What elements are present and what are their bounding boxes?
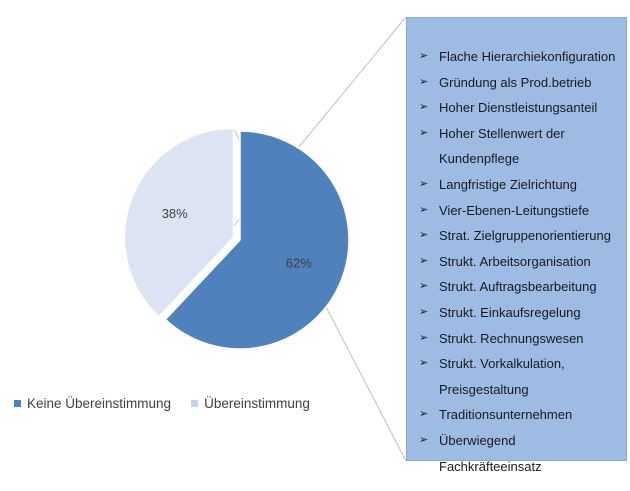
detail-list-item-text: Hoher Stellenwert der Kundenpflege (439, 125, 565, 167)
detail-list-item-text: Strukt. Vorkalkulation, Preisgestaltung (439, 356, 565, 397)
arrow-bullet-icon: ➢ (419, 177, 429, 190)
arrow-bullet-icon: ➢ (419, 126, 429, 139)
detail-list-item-text: Strukt. Einkaufsregelung (439, 304, 581, 320)
detail-list (419, 44, 618, 479)
detail-list-item-text: Langfristige Zielrichtung (439, 176, 578, 192)
detail-list-item (419, 351, 618, 402)
detail-list-item-text: Strat. Zielgruppenorientierung (439, 228, 611, 244)
arrow-bullet-icon: ➢ (419, 305, 429, 318)
arrow-bullet-icon: ➢ (419, 357, 429, 370)
detail-list-item-text: Vier-Ebenen-Leitungstiefe (439, 202, 590, 218)
arrow-bullet-icon: ➢ (419, 408, 429, 421)
detail-list-item (419, 172, 618, 198)
legend-label-keine-uebereinstimmung: Keine Übereinstimmung (27, 396, 172, 411)
detail-list-item-text: Strukt. Arbeitsorganisation (439, 253, 591, 269)
arrow-bullet-icon: ➢ (419, 254, 429, 267)
detail-list-item (419, 249, 618, 275)
detail-list-item (419, 402, 618, 428)
detail-list-item (419, 198, 618, 224)
chart-legend (14, 396, 310, 411)
detail-list-item-text: Überwiegend Fachkräfteeinsatz (439, 432, 542, 474)
detail-list-item (419, 44, 618, 70)
legend-swatch-keine-uebereinstimmung (14, 400, 21, 407)
detail-list-item (419, 326, 618, 352)
arrow-bullet-icon: ➢ (419, 203, 429, 216)
legend-item-keine-uebereinstimmung (14, 396, 171, 411)
detail-box (406, 17, 627, 474)
arrow-bullet-icon: ➢ (419, 229, 429, 242)
detail-list-item-text: Gründung als Prod.betrieb (439, 74, 592, 90)
detail-list-item-text: Flache Hierarchiekonfiguration (439, 49, 616, 64)
detail-list-item-text: Strukt. Auftragsbearbeitung (439, 279, 597, 295)
detail-list-item (419, 70, 618, 96)
detail-list-item (419, 274, 618, 300)
detail-list-item (419, 121, 618, 172)
legend-label-uebereinstimmung: Übereinstimmung (204, 396, 310, 411)
detail-list-item-text: Hoher Dienstleistungsanteil (439, 100, 598, 116)
arrow-bullet-icon: ➢ (419, 75, 429, 88)
detail-list-item (419, 223, 618, 249)
arrow-bullet-icon: ➢ (419, 433, 429, 446)
arrow-bullet-icon: ➢ (419, 50, 429, 62)
detail-list-item (419, 428, 618, 479)
legend-item-uebereinstimmung (191, 396, 310, 411)
arrow-bullet-icon: ➢ (419, 101, 429, 114)
legend-swatch-uebereinstimmung (191, 400, 198, 407)
detail-list-item (419, 95, 618, 121)
detail-list-item-text: Strukt. Rechnungswesen (439, 330, 584, 346)
detail-list-item-text: Traditionsunternehmen (439, 407, 573, 423)
arrow-bullet-icon: ➢ (419, 331, 429, 344)
arrow-bullet-icon: ➢ (419, 280, 429, 293)
pie-slice-label: 38% (161, 206, 188, 222)
detail-list-item (419, 300, 618, 326)
pie-slice-label: 62% (285, 255, 312, 271)
